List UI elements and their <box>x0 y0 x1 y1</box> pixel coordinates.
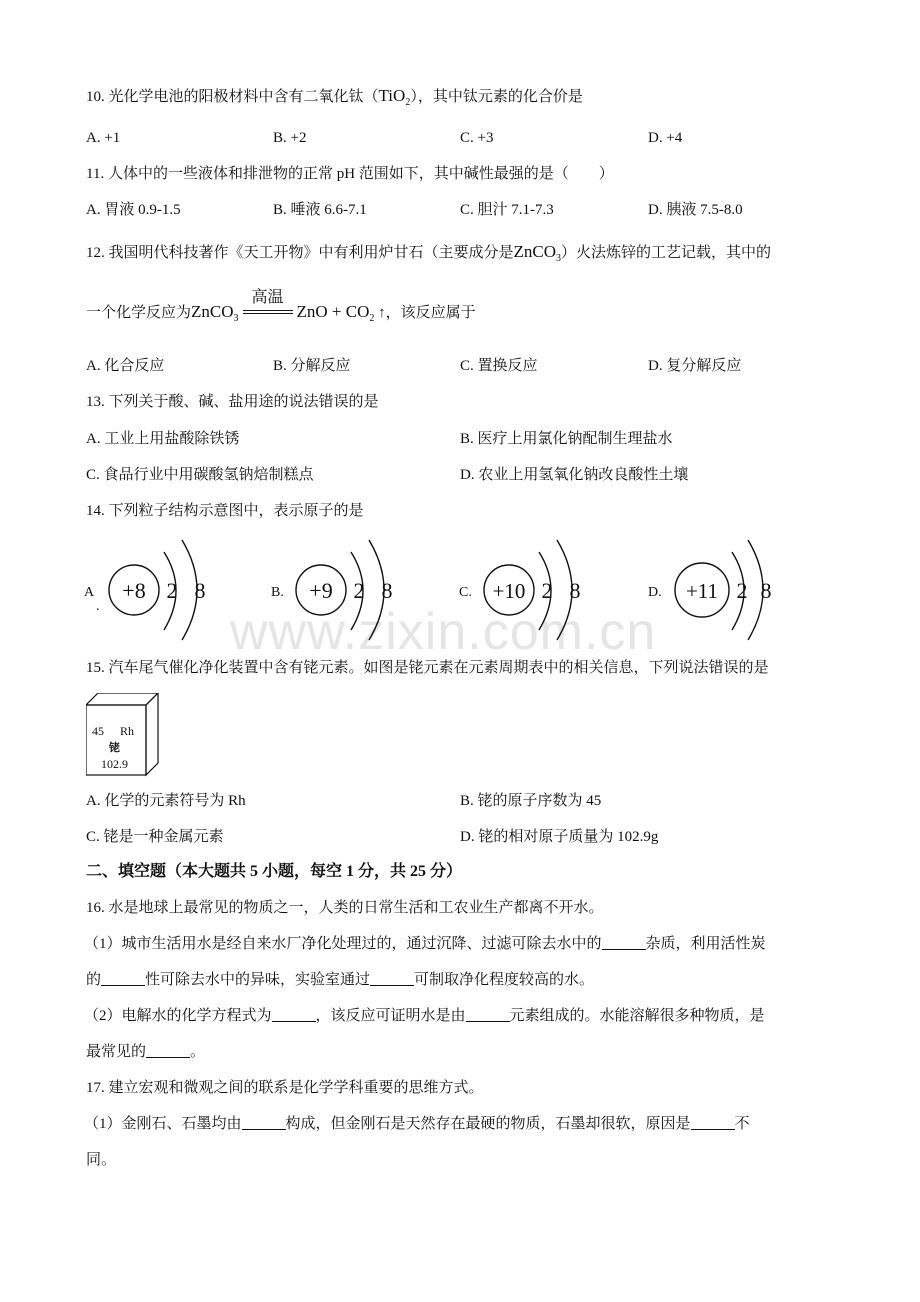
element-symbol: Rh <box>120 724 135 738</box>
svg-text:8: 8 <box>381 578 393 603</box>
svg-text:8: 8 <box>194 578 206 603</box>
svg-text:+9: +9 <box>309 578 333 603</box>
atom-diagram-d <box>648 538 788 642</box>
q11-stem: 11. 人体中的一些液体和排泄物的正常 pH 范围如下，其中碱性最强的是（ ） <box>86 166 614 182</box>
svg-text:D.: D. <box>648 585 662 600</box>
periodic-element-card <box>86 693 160 782</box>
q17-part1-line1: （1）金刚石、石墨均由 构成，但金刚石是天然存在最硬的物质，石墨却很软，原因是 不 <box>84 1116 750 1132</box>
element-name: 铑 <box>109 741 120 754</box>
answer-blank[interactable] <box>691 1115 735 1130</box>
q14-option-c[interactable] <box>459 538 599 647</box>
svg-text:8: 8 <box>569 578 581 603</box>
element-number: 45 <box>92 724 104 738</box>
element-mass: 102.9 <box>101 757 128 771</box>
q12-option-c[interactable]: C. 置换反应 <box>460 358 538 374</box>
svg-text:+8: +8 <box>122 578 146 603</box>
q16-part2-line1: （2）电解水的化学方程式为 ，该反应可证明水是由 元素组成的。水能溶解很多种物质，是 <box>84 1008 765 1024</box>
svg-text:2: 2 <box>353 578 365 603</box>
q11-option-a[interactable]: A. 胃液 0.9-1.5 <box>86 202 181 218</box>
q10-option-d[interactable]: D. +4 <box>648 130 683 146</box>
svg-text:2: 2 <box>166 578 178 603</box>
q11-option-c[interactable]: C. 胆汁 7.1-7.3 <box>460 202 554 218</box>
q16-part1-line2: 的 性可除去水中的异味，实验室通过 可制取净化程度较高的水。 <box>86 972 595 988</box>
section-title: 二、填空题（本大题共 5 小题，每空 1 分，共 25 分） <box>86 863 463 880</box>
svg-text:.: . <box>96 599 100 614</box>
q16-part1-line1: （1）城市生活用水是经自来水厂净化处理过的，通过沉降、过滤可除去水中的 杂质，利用活性炭 <box>84 936 766 952</box>
svg-text:8: 8 <box>760 578 772 603</box>
q10-option-b[interactable]: B. +2 <box>273 130 307 146</box>
q10-stem: 10. 光化学电池的阳极材料中含有二氧化钛（TiO$_2$），其中钛元素的化合价是 <box>86 86 583 108</box>
q12-reaction-line: 一个化学反应为ZnCO$_3$ 高温 ZnO + $CO_2$ ↑，该反应属于 <box>86 288 476 324</box>
svg-text:A: A <box>84 585 95 600</box>
q13-option-d[interactable]: D. 农业上用氢氧化钠改良酸性土壤 <box>460 467 689 483</box>
q15-stem: 15. 汽车尾气催化净化装置中含有铑元素。如图是铑元素在元素周期表中的相关信息，下列说法错误的是 <box>86 660 769 676</box>
q10-option-a[interactable]: A. +1 <box>86 130 121 146</box>
q11-option-d[interactable]: D. 胰液 7.5-8.0 <box>648 202 743 218</box>
q12-option-b[interactable]: B. 分解反应 <box>273 358 351 374</box>
svg-text:+10: +10 <box>492 579 526 603</box>
answer-blank[interactable] <box>602 935 646 950</box>
q12-stem: 12. 我国明代科技著作《天工开物》中有利用炉甘石（主要成分是ZnCO$_3$）火法炼锌的工艺记载，其中的 <box>86 242 772 264</box>
answer-blank[interactable] <box>242 1115 286 1130</box>
atom-diagram-b <box>271 538 411 642</box>
q10-option-c[interactable]: C. +3 <box>460 130 494 146</box>
q17-stem: 17. 建立宏观和微观之间的联系是化学学科重要的思维方式。 <box>86 1080 484 1096</box>
q17-part1-line2: 同。 <box>86 1152 117 1168</box>
q14-stem: 14. 下列粒子结构示意图中，表示原子的是 <box>86 503 364 519</box>
q12-option-d[interactable]: D. 复分解反应 <box>648 358 742 374</box>
svg-text:2: 2 <box>736 578 748 603</box>
svg-text:2: 2 <box>541 578 553 603</box>
q16-stem: 16. 水是地球上最常见的物质之一，人类的日常生活和工农业生产都离不开水。 <box>86 900 604 916</box>
answer-blank[interactable] <box>146 1043 190 1058</box>
q14-option-b[interactable] <box>271 538 411 647</box>
q16-part2-line2: 最常见的 。 <box>86 1044 206 1060</box>
atom-diagram-c <box>459 538 599 642</box>
svg-text:C.: C. <box>459 585 472 600</box>
svg-text:+11: +11 <box>685 579 719 603</box>
svg-text:B.: B. <box>271 585 284 600</box>
q14-option-d[interactable] <box>648 538 788 647</box>
q12-option-a[interactable]: A. 化合反应 <box>86 358 165 374</box>
q15-option-a[interactable]: A. 化学的元素符号为 Rh <box>86 793 246 809</box>
atom-diagram-a <box>84 538 224 642</box>
answer-blank[interactable] <box>370 971 414 986</box>
q13-stem: 13. 下列关于酸、碱、盐用途的说法错误的是 <box>86 394 379 410</box>
q15-option-d[interactable]: D. 铑的相对原子质量为 102.9g <box>460 829 659 845</box>
answer-blank[interactable] <box>101 971 145 986</box>
watermark: www.zixin.com.cn <box>230 603 657 661</box>
q14-option-a[interactable] <box>84 538 224 647</box>
q13-option-a[interactable]: A. 工业上用盐酸除铁锈 <box>86 431 240 447</box>
answer-blank[interactable] <box>466 1007 510 1022</box>
q13-option-b[interactable]: B. 医疗上用氯化钠配制生理盐水 <box>460 431 673 447</box>
q11-option-b[interactable]: B. 唾液 6.6-7.1 <box>273 202 367 218</box>
answer-blank[interactable] <box>272 1007 316 1022</box>
q15-option-c[interactable]: C. 铑是一种金属元素 <box>86 829 224 845</box>
q15-option-b[interactable]: B. 铑的原子序数为 45 <box>460 793 602 809</box>
reaction-arrow: 高温 <box>243 304 293 324</box>
q13-option-c[interactable]: C. 食品行业中用碳酸氢钠焙制糕点 <box>86 467 314 483</box>
